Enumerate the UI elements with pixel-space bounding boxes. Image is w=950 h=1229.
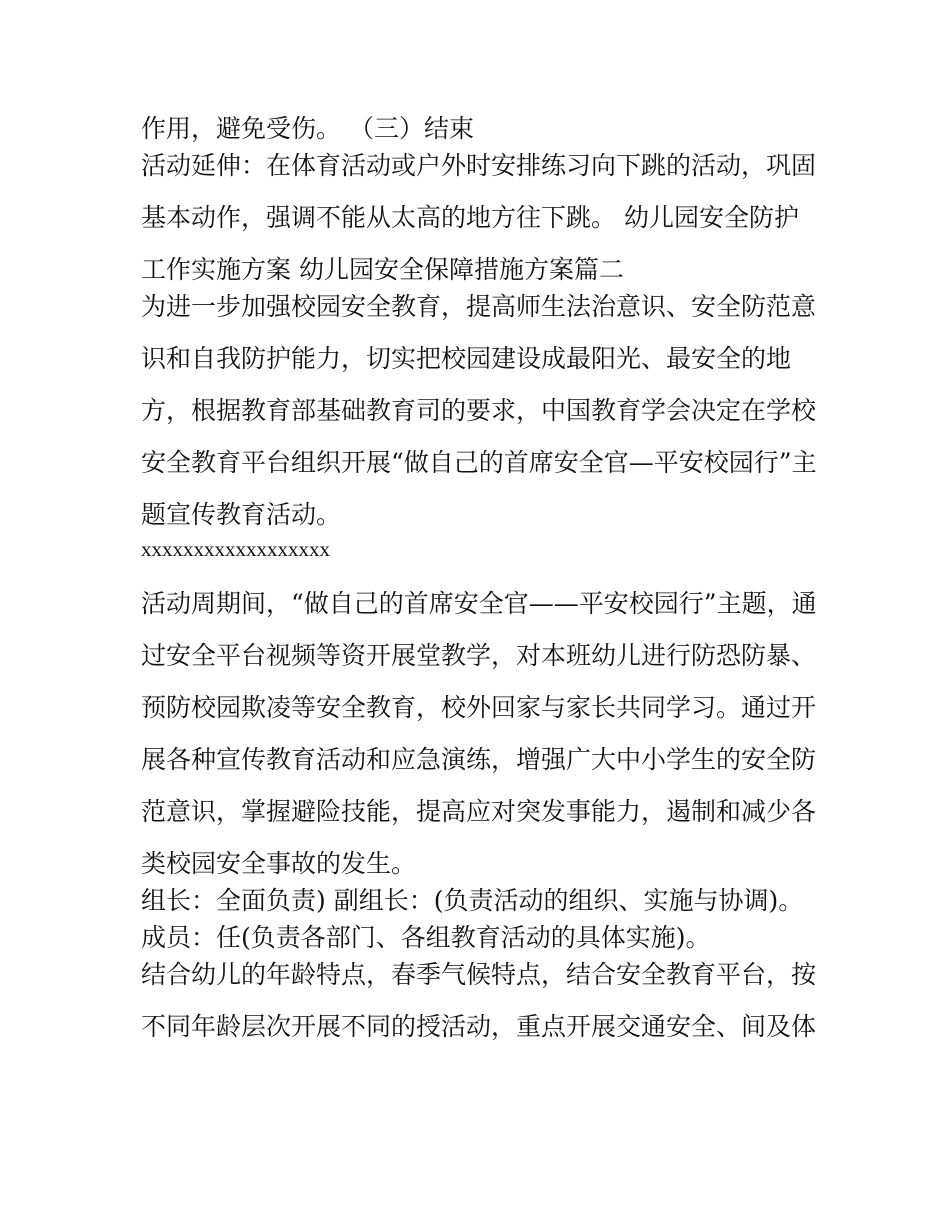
text-line: 题宣传教育活动。 [141,500,342,529]
paragraph-activity-extension [141,147,821,288]
redacted-separator: xxxxxxxxxxxxxxxxxx [141,537,330,561]
text-line: 展各种宣传教育活动和应急演练，增强广大中小学生的安全防 [141,745,817,774]
paragraph-team-members [141,919,821,956]
text-line: 预防校园欺凌等安全教育，校外回家与家长共同学习。通过开 [141,693,817,722]
text-line: 过安全平台视频等资开展堂教学，对本班幼儿进行防恐防暴、 [141,641,817,670]
text-line: 识和自我防护能力，切实把校园建设成最阳光、最安全的地 [141,344,792,373]
paragraph-team-leader [141,882,821,919]
text-line: 作用，避免受伤。 （三）结束 [141,114,474,143]
text-line: 不同年龄层次开展不同的授活动，重点开展交通安全、间及体 [141,1012,817,1041]
text-line: 结合幼儿的年龄特点，春季气候特点，结合安全教育平台，按 [141,960,817,989]
paragraph-activity-week [141,585,821,882]
text-line: 工作实施方案 幼儿园安全保障措施方案篇二 [141,255,624,284]
text-line: 基本动作，强调不能从太高的地方往下跳。 幼儿园安全防护 [141,203,799,232]
text-line: 活动延伸：在体育活动或户外时安排练习向下跳的活动，巩固 [141,151,817,180]
paragraph-age-features [141,956,821,1045]
text-line: 范意识，掌握避险技能，提高应对突发事能力，遏制和减少各 [141,797,817,826]
paragraph-campus-safety-intro [141,288,821,533]
text-line: 成员：任(负责各部门、各组教育活动的具体实施)。 [141,923,711,952]
document-body [141,110,821,1045]
paragraph-activity-end [141,110,821,147]
text-line: 为进一步加强校园安全教育，提高师生法治意识、安全防范意 [141,292,817,321]
text-line: 活动周期间，“做自己的首席安全官——平安校园行”主题，通 [141,589,817,618]
text-line: 类校园安全事故的发生。 [141,849,417,878]
text-line: 安全教育平台组织开展“做自己的首席安全官—平安校园行”主 [141,448,817,477]
text-line: 方，根据教育部基础教育司的要求，中国教育学会决定在学校 [141,396,817,425]
text-line: 组长：全面负责) 副组长：(负责活动的组织、实施与协调)。 [141,886,804,915]
